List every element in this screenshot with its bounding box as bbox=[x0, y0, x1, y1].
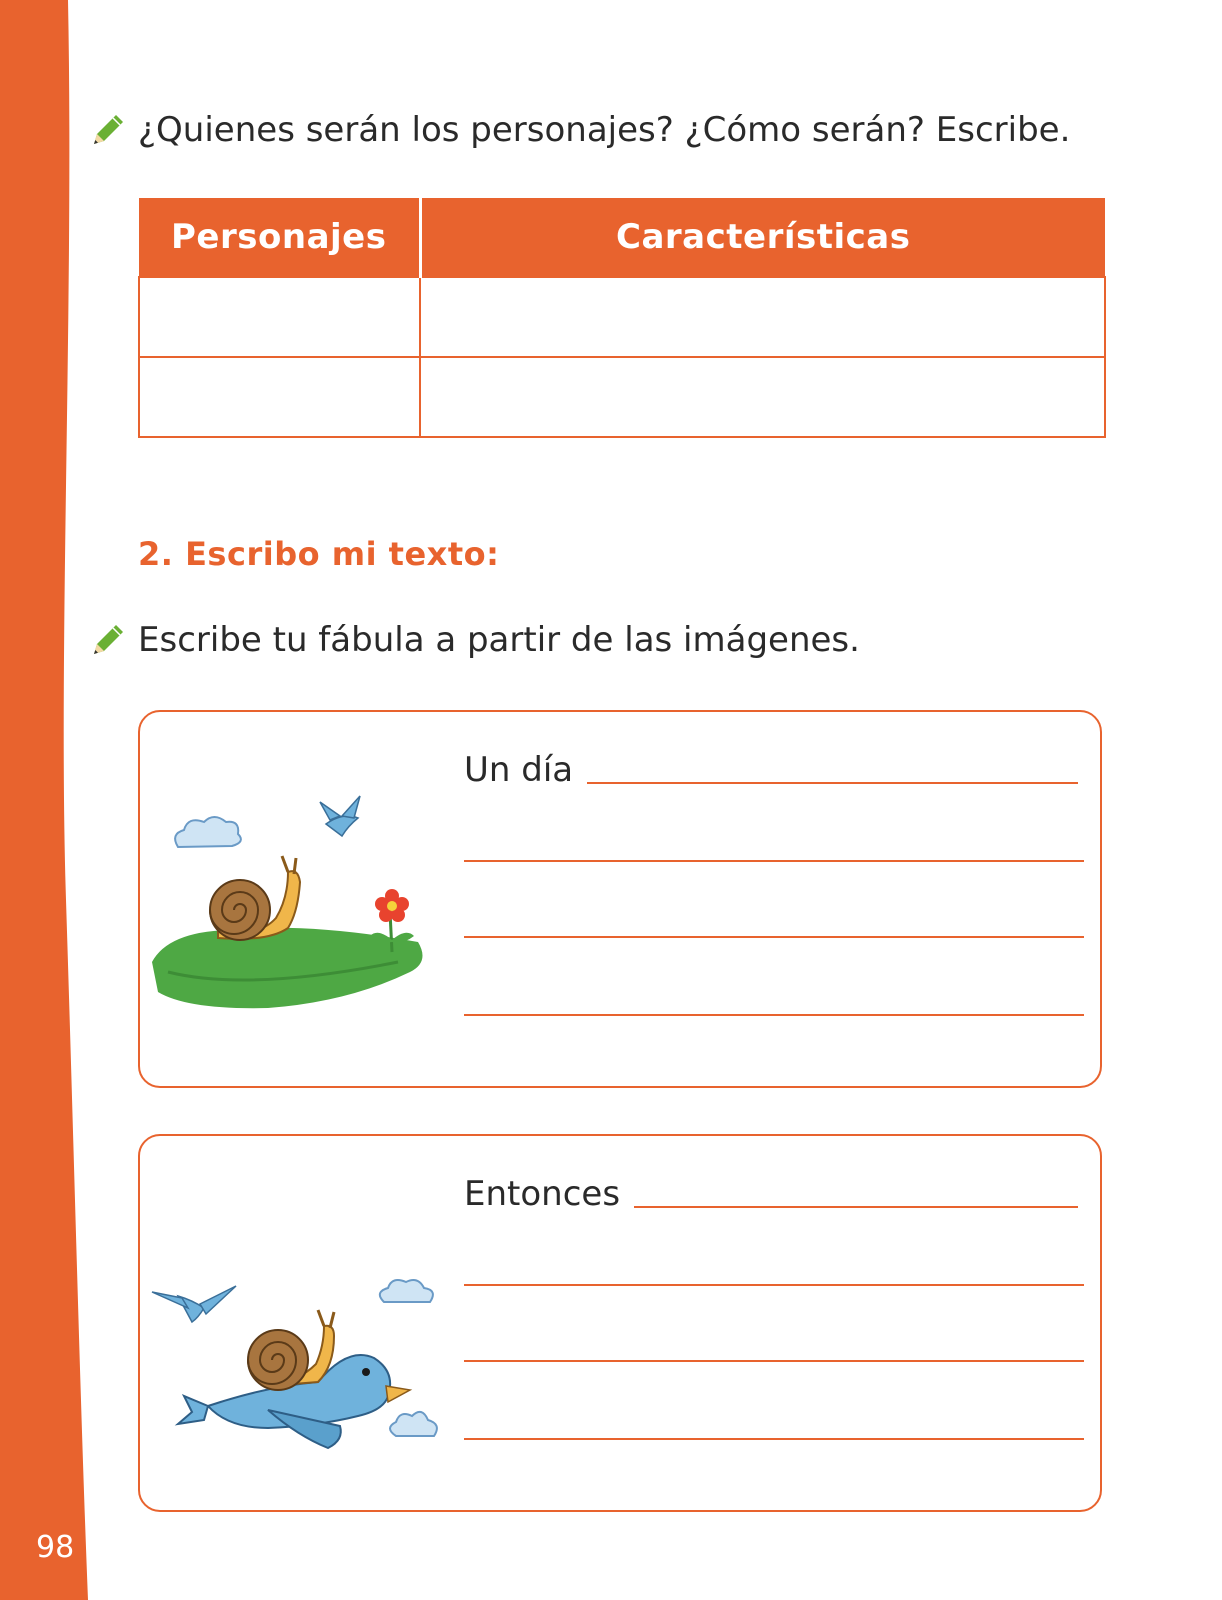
pencil-icon bbox=[88, 620, 128, 660]
story-starter: Un día bbox=[464, 750, 574, 790]
table-cell[interactable] bbox=[139, 357, 420, 437]
writing-line[interactable] bbox=[464, 1014, 1084, 1016]
table-row bbox=[139, 277, 1105, 357]
header-personajes: Personajes bbox=[139, 198, 420, 277]
page-number: 98 bbox=[36, 1530, 75, 1565]
instruction-characters-text: ¿Quienes serán los personajes? ¿Cómo serán? Escribe. bbox=[138, 110, 1071, 150]
table-cell[interactable] bbox=[420, 277, 1105, 357]
instruction-characters bbox=[88, 110, 1070, 150]
characters-table bbox=[138, 198, 1106, 438]
section-title: 2. Escribo mi texto: bbox=[138, 535, 500, 573]
writing-line[interactable] bbox=[464, 860, 1084, 862]
writing-line[interactable] bbox=[464, 1284, 1084, 1286]
header-caracteristicas: Características bbox=[420, 198, 1105, 277]
pencil-icon bbox=[88, 110, 128, 150]
table-cell[interactable] bbox=[139, 277, 420, 357]
story-box-1 bbox=[138, 710, 1102, 1088]
instruction-fable bbox=[88, 620, 860, 660]
table-row bbox=[139, 357, 1105, 437]
writing-area[interactable] bbox=[464, 712, 1084, 1086]
writing-area[interactable] bbox=[464, 1136, 1084, 1510]
writing-line[interactable] bbox=[464, 936, 1084, 938]
writing-line[interactable] bbox=[464, 1438, 1084, 1440]
writing-line[interactable] bbox=[464, 1360, 1084, 1362]
story-starter: Entonces bbox=[464, 1174, 621, 1214]
snail-on-grass-illustration bbox=[148, 772, 438, 1032]
snail-riding-bird-illustration bbox=[148, 1196, 438, 1456]
story-box-2 bbox=[138, 1134, 1102, 1512]
table-cell[interactable] bbox=[420, 357, 1105, 437]
writing-line[interactable] bbox=[587, 781, 1078, 784]
instruction-fable-text: Escribe tu fábula a partir de las imágenes. bbox=[138, 620, 860, 660]
writing-line[interactable] bbox=[634, 1205, 1078, 1208]
side-band bbox=[0, 0, 100, 1600]
